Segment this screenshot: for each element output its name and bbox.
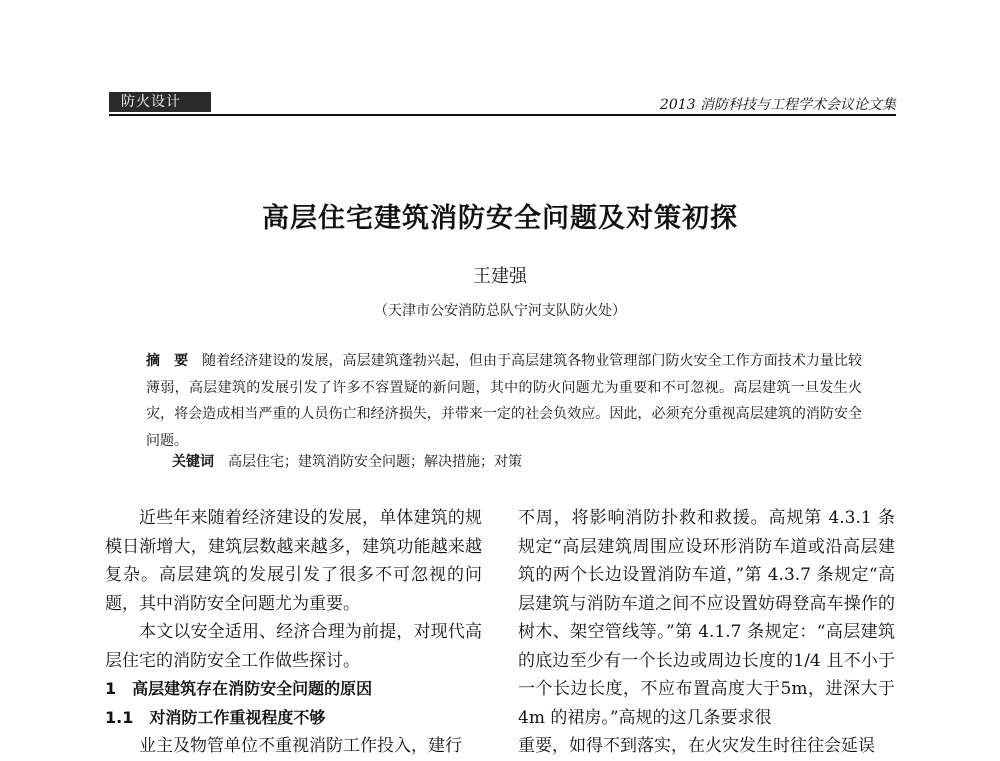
paragraph-partial: 业主及物管单位不重视消防工作投入，建行 <box>139 736 462 756</box>
section-heading: 1 高层建筑存在消防安全问题的原因 <box>105 679 373 698</box>
body-left-column <box>105 504 482 761</box>
keywords-label: 关键词 <box>172 454 214 470</box>
section-tag: 防火设计 <box>109 92 211 112</box>
abstract-label: 摘 要 <box>146 353 189 369</box>
paper-author: 王建强 <box>473 266 527 287</box>
keywords <box>172 452 522 472</box>
header-rule <box>109 114 896 116</box>
paragraph: 本文以安全适用、经济合理为前提，对现代高层住宅的消防安全工作做些探讨。 <box>105 622 482 671</box>
paper-affiliation: （天津市公安消防总队宁河支队防火处） <box>374 303 626 319</box>
abstract-text: 随着经济建设的发展，高层建筑蓬勃兴起，但由于高层建筑各物业管理部门防火安全工作方面技术力量比较薄弱，高层建筑的发展引发了许多不容置疑的新问题，其中的防火问题尤为重要和不可忽视。高层建筑一旦发生火灾，将会造成相当严重的人员伤亡和经济损失，并带来一定的社会负效应。因此，必须充分重视高层建筑的消防安全问题。 <box>146 353 862 449</box>
abstract <box>146 348 862 454</box>
body-right-column <box>518 504 895 761</box>
keywords-text: 高层住宅；建筑消防安全问题；解决措施；对策 <box>228 454 522 470</box>
paragraph-partial: 重要，如得不到落实，在火灾发生时往往会延误 <box>518 736 875 756</box>
paper-title: 高层住宅建筑消防安全问题及对策初探 <box>262 203 738 234</box>
paragraph: 近些年来随着经济建设的发展，单体建筑的规模日渐增大，建筑层数越来越多，建筑功能越来越复杂。高层建筑的发展引发了很多不可忽视的问题，其中消防安全问题尤为重要。 <box>105 508 482 614</box>
journal-title: 2013 消防科技与工程学术会议论文集 <box>659 97 896 113</box>
paragraph: 不周，将影响消防扑救和救援。高规第 4.3.1 条规定“高层建筑周围应设环形消防车道或沿高层建筑的两个长边设置消防车道，”第 4.3.7 条规定“高层建筑与消防车道之间不应设置妨碍登高车操作的树木、架空管线等。”第 4.1.7 条规定：“高层建筑的底边至少有一个长边或周边长度的1/4 且不小于一个长边长度，不应布置高度大于5m，进深大于 4m 的裙房。”高规的这几条要求很 <box>518 508 895 728</box>
subsection-heading: 1.1 对消防工作重视程度不够 <box>105 707 326 727</box>
